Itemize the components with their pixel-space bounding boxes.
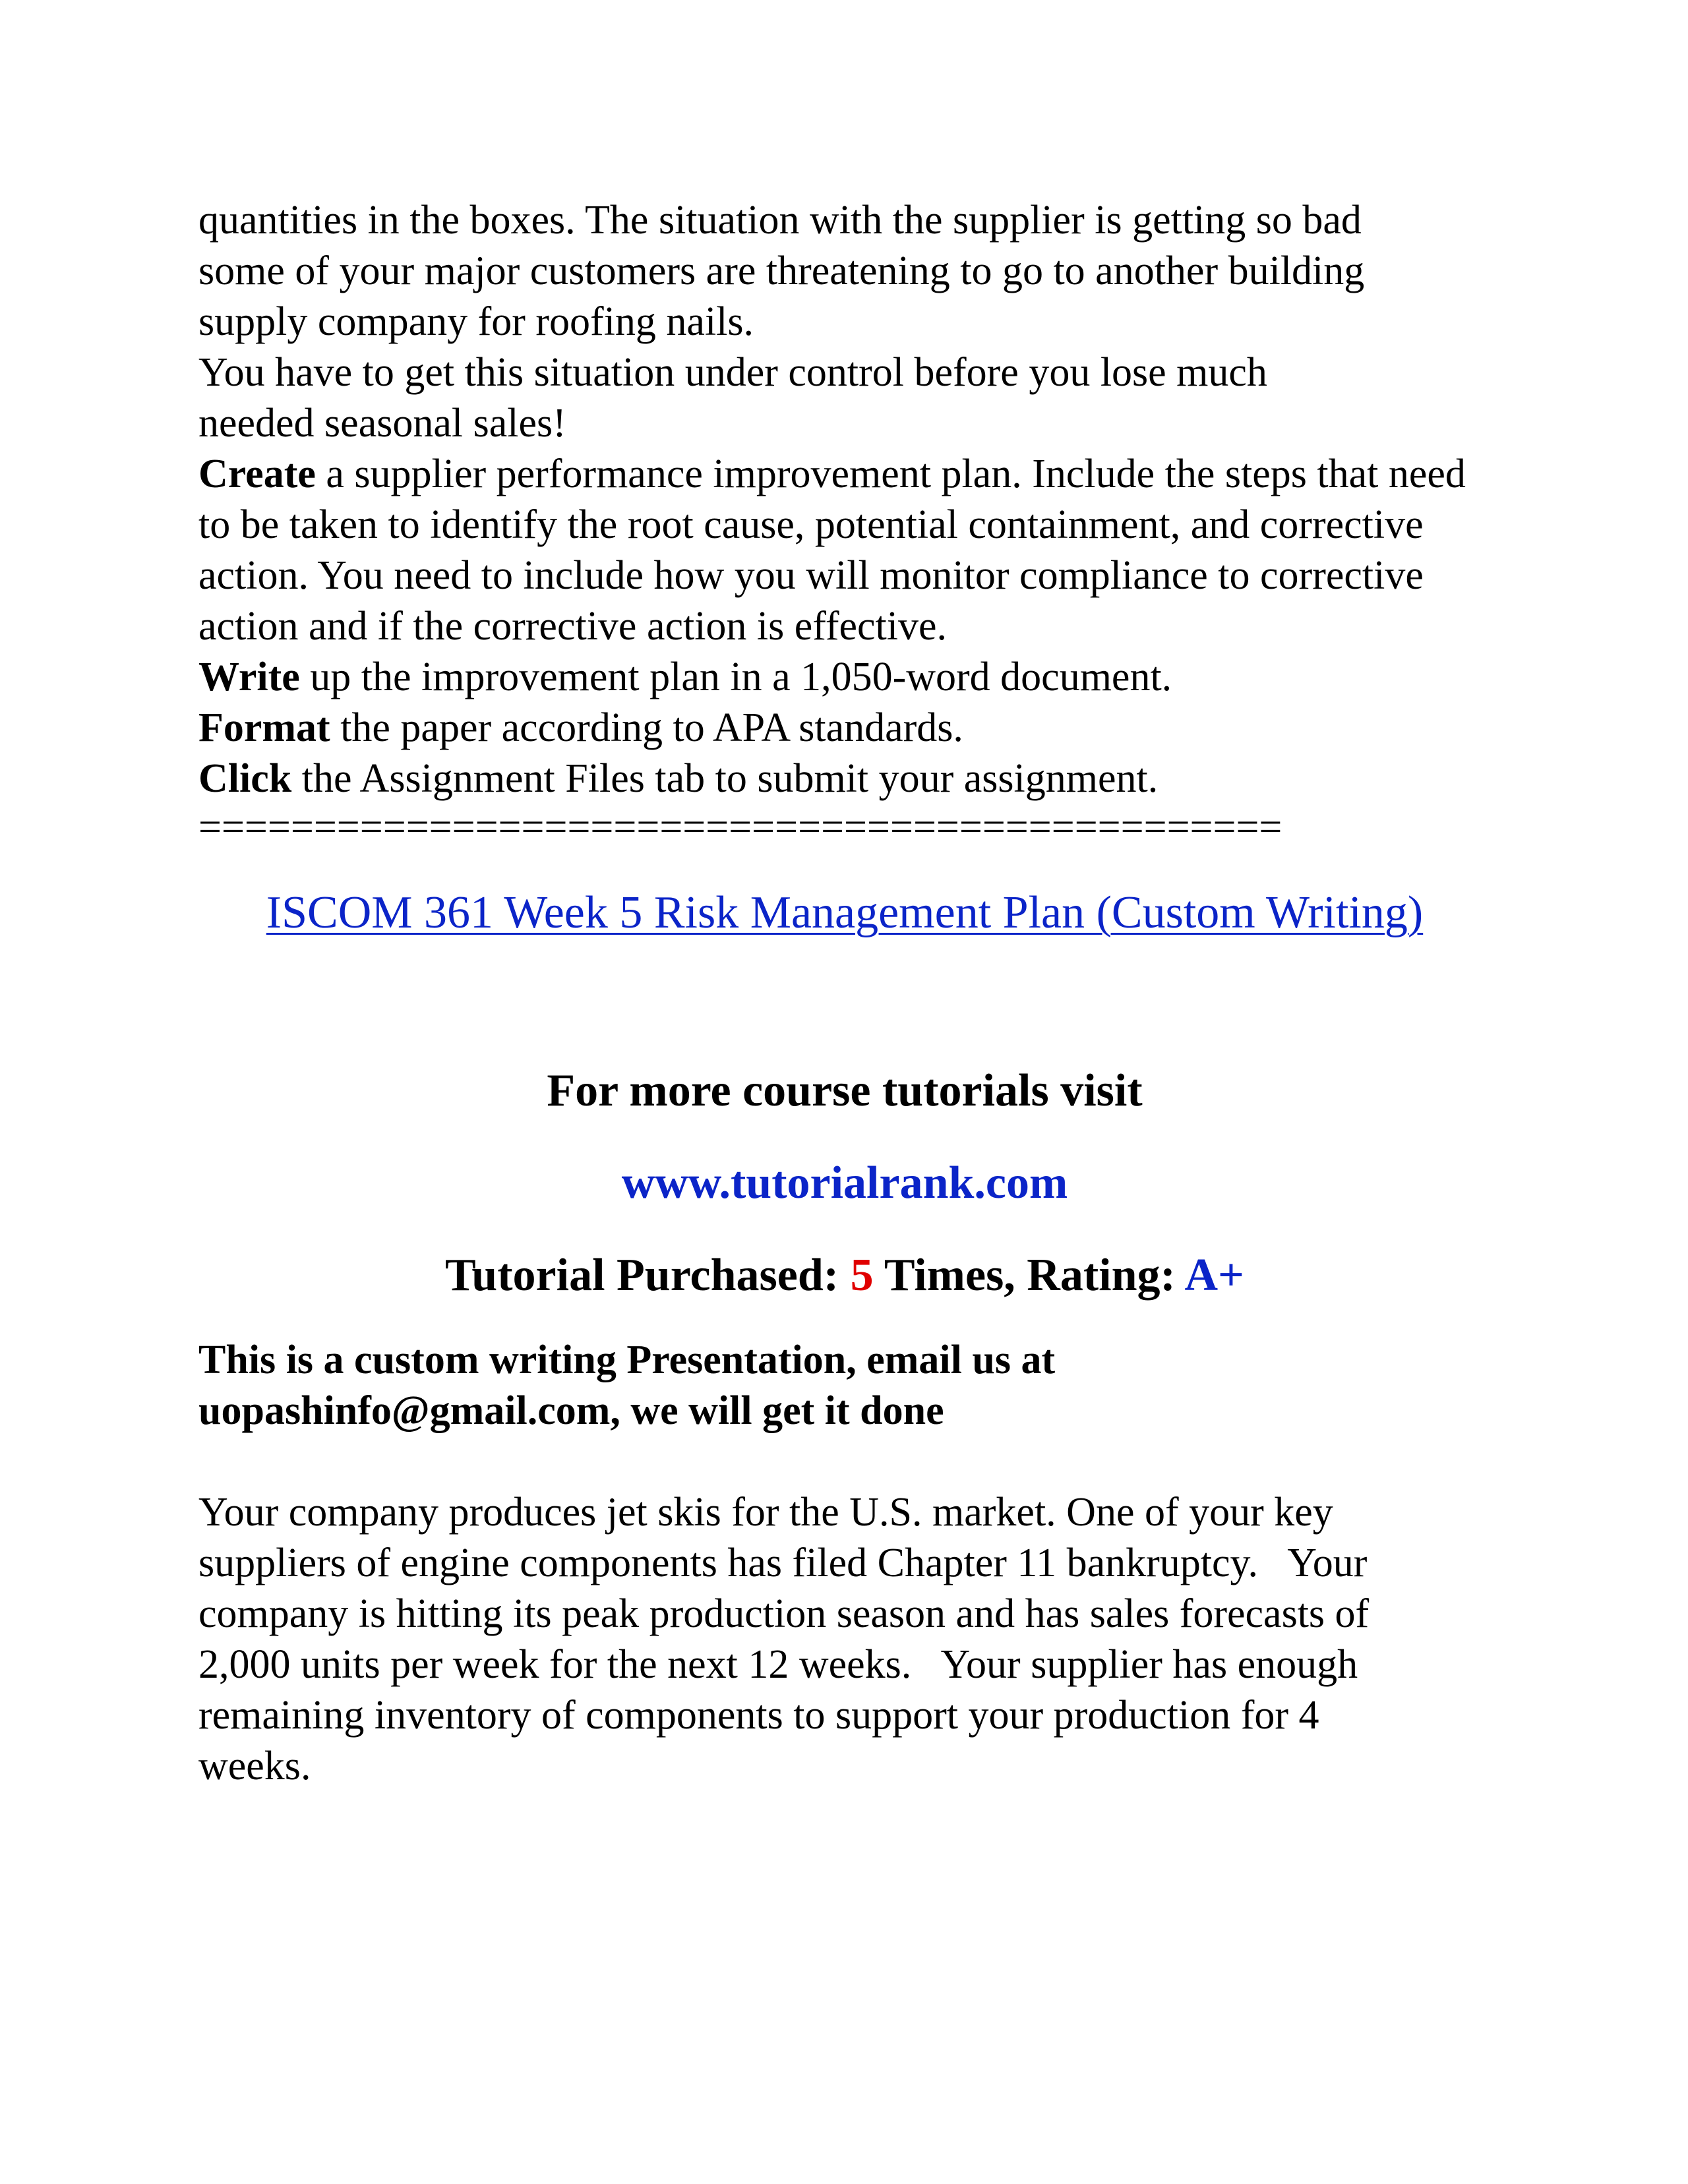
write-text: up the improvement plan in a 1,050-word document.: [299, 655, 1172, 699]
create-label: Create: [198, 452, 316, 496]
intro-line-3: supply company for roofing nails.: [198, 299, 754, 344]
purchase-middle: Times, Rating:: [873, 1250, 1185, 1301]
tutorial-title-link[interactable]: ISCOM 361 Week 5 Risk Management Plan (Custom Writing): [266, 887, 1424, 938]
custom-writing-notice: [198, 1335, 1491, 1436]
visit-heading: For more course tutorials visit: [547, 1065, 1143, 1116]
custom-notice-line-1: This is a custom writing Presentation, email us at: [198, 1338, 1056, 1382]
intro-line-2: some of your major customers are threatening to go to another building: [198, 249, 1365, 293]
intro-line-4: You have to get this situation under control before you lose much: [198, 350, 1267, 395]
purchase-info: [198, 1249, 1491, 1302]
create-instruction: [198, 449, 1491, 652]
purchase-count: 5: [850, 1250, 874, 1301]
divider-line: ===============================================: [198, 805, 1282, 850]
format-text: the paper according to APA standards.: [330, 705, 963, 750]
custom-notice-line-2: uopashinfo@gmail.com, we will get it done: [198, 1388, 944, 1433]
format-instruction: [198, 703, 1491, 753]
rating-value: A+: [1184, 1250, 1244, 1301]
purchase-prefix: Tutorial Purchased:: [445, 1250, 851, 1301]
click-instruction: [198, 753, 1491, 804]
format-label: Format: [198, 705, 330, 750]
intro-line-5: needed seasonal sales!: [198, 401, 566, 446]
tutorial-title: [198, 887, 1491, 939]
click-text: the Assignment Files tab to submit your assignment.: [291, 756, 1159, 801]
document-page: [198, 195, 1491, 1792]
write-instruction: [198, 652, 1491, 703]
site-url-link[interactable]: www.tutorialrank.com: [621, 1158, 1068, 1208]
site-url: [198, 1157, 1491, 1210]
intro-line-1: quantities in the boxes. The situation with the supplier is getting so bad: [198, 198, 1362, 243]
write-label: Write: [198, 655, 300, 699]
intro-paragraph: [198, 195, 1491, 449]
click-label: Click: [198, 756, 292, 801]
assignment-description: Your company produces jet skis for the U.S. market. One of your key suppliers of engine components has filed Chapter 11 bankruptcy. Your company is hitting its peak production season and has sales forecasts of 2,000 units per week for the next 12 weeks. Your supplier has enough remaining inventory of components to support your production for 4 weeks.: [198, 1490, 1370, 1788]
create-text: a supplier performance improvement plan. Include the steps that need to be taken to identify the root cause, potential containment, and corrective action. You need to include how you will monitor compliance to corrective action and if the corrective action is effective.: [198, 452, 1466, 649]
